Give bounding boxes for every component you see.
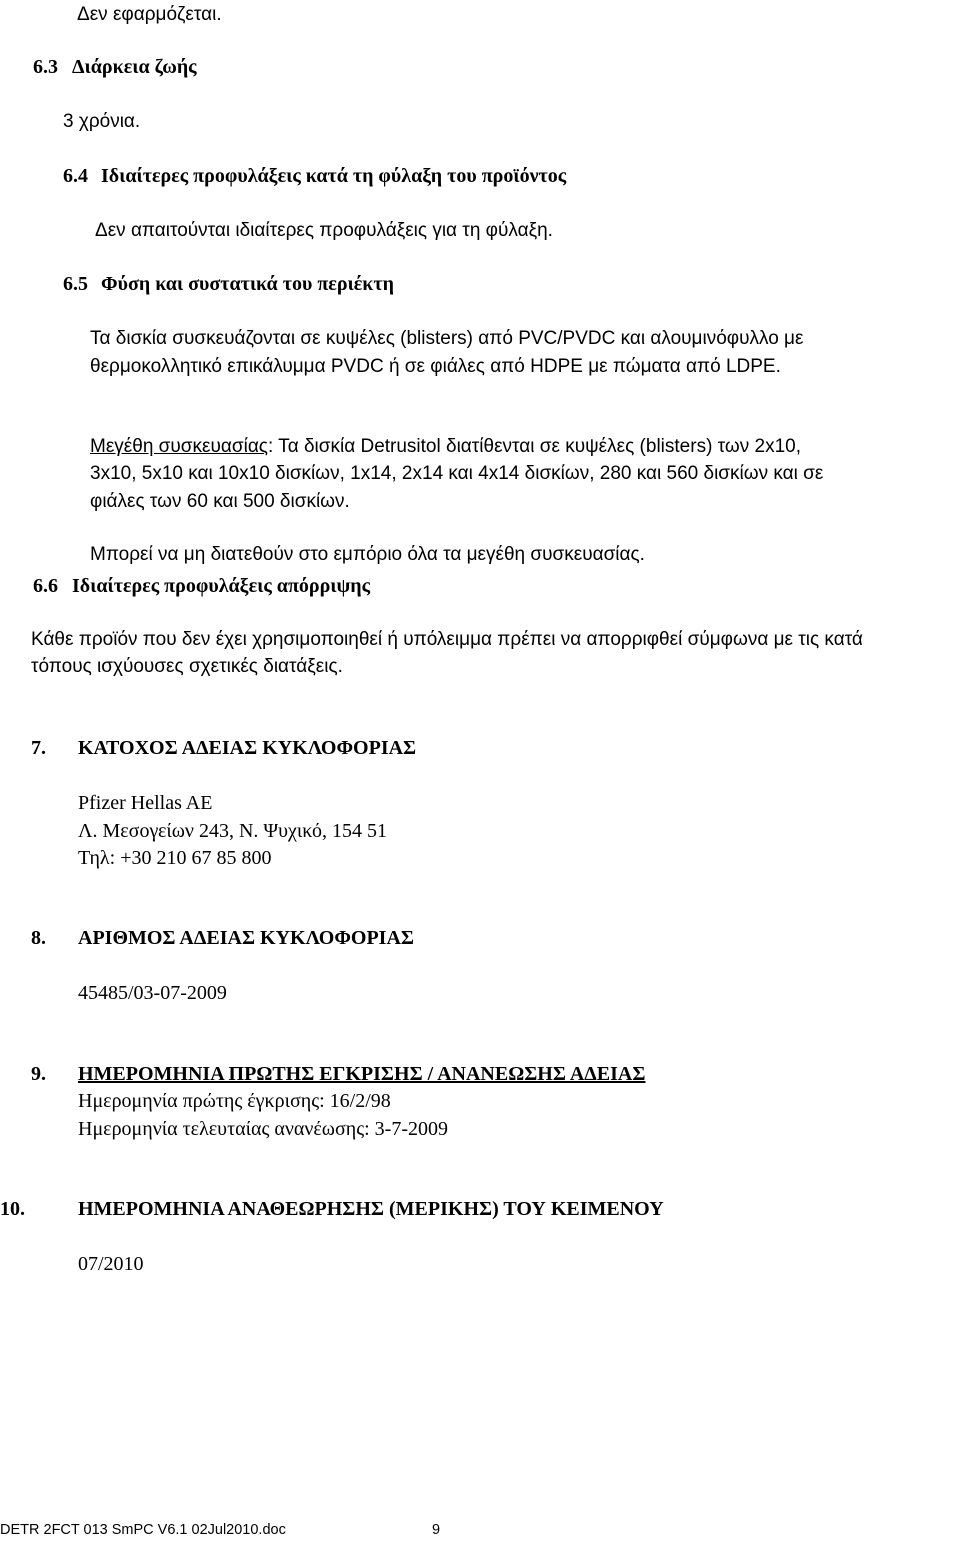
authorisation-number: 45485/03-07-2009 (78, 982, 227, 1004)
section-6-6-number: 6.6 (33, 575, 58, 597)
pack-sizes-text: : Τα δισκία Detrusitol διατίθενται σε κυψέλες (blisters) των 2x10, (267, 436, 801, 457)
section-6-5-title: Φύση και συστατικά του περιέκτη (101, 273, 394, 295)
section-10-title: ΗΜΕΡΟΜΗΝΙΑ ΑΝΑΘΕΩΡΗΣΗΣ (ΜΕΡΙΚΗΣ) ΤΟΥ ΚΕΙΜΕΝΟΥ (78, 1198, 664, 1220)
approval-date-line: Ημερομηνία πρώτης έγκρισης: 16/2/98 (78, 1090, 391, 1112)
holder-line: Λ. Μεσογείων 243, Ν. Ψυχικό, 154 51 (78, 820, 387, 842)
section-8-number: 8. (31, 927, 46, 949)
holder-line: Τηλ: +30 210 67 85 800 (78, 847, 272, 869)
pack-sizes-label: Μεγέθη συσκευασίας (90, 436, 268, 457)
section-7-title: ΚΑΤΟΧΟΣ ΑΔΕΙΑΣ ΚΥΚΛΟΦΟΡΙΑΣ (78, 737, 417, 759)
section-8-title: ΑΡΙΘΜΟΣ ΑΔΕΙΑΣ ΚΥΚΛΟΦΟΡΙΑΣ (78, 927, 414, 949)
section-6-5-paragraph-line: Τα δισκία συσκευάζονται σε κυψέλες (blisters) από PVC/PVDC και αλουμινόφυλλο με (90, 328, 804, 349)
section-9-number: 9. (31, 1063, 46, 1085)
availability-note: Μπορεί να μη διατεθούν στο εμπόριο όλα τα μεγέθη συσκευασίας. (90, 544, 645, 565)
footer-page-number: 9 (432, 1522, 441, 1538)
section-6-2-text: Δεν εφαρμόζεται. (77, 4, 222, 25)
section-6-5-paragraph-line: θερμοκολλητικό επικάλυμμα PVDC ή σε φιάλες από HDPE με πώματα από LDPE. (90, 356, 781, 377)
section-6-5-number: 6.5 (63, 273, 88, 295)
section-6-6-body-line: τόπους ισχύουσες σχετικές διατάξεις. (31, 656, 343, 677)
footer-document-name: DETR 2FCT 013 SmPC V6.1 02Jul2010.doc (0, 1522, 286, 1538)
section-9-title: ΗΜΕΡΟΜΗΝΙΑ ΠΡΩΤΗΣ ΕΓΚΡΙΣΗΣ / ΑΝΑΝΕΩΣΗΣ ΑΔΕΙΑΣ (78, 1063, 646, 1085)
section-7-number: 7. (31, 737, 46, 759)
pack-sizes-line: 3x10, 5x10 και 10x10 δισκίων, 1x14, 2x14 και 4x14 δισκίων, 280 και 560 δισκίων και σε (90, 463, 824, 484)
section-6-3-title: Διάρκεια ζωής (72, 56, 197, 78)
pack-sizes-line (90, 437, 801, 456)
section-6-6-body-line: Κάθε προϊόν που δεν έχει χρησιμοποιηθεί ή υπόλειμμα πρέπει να απορριφθεί σύμφωνα με τις κατά (31, 629, 863, 650)
section-6-3-number: 6.3 (33, 56, 58, 78)
approval-date-line: Ημερομηνία τελευταίας ανανέωσης: 3-7-2009 (78, 1118, 448, 1140)
revision-date: 07/2010 (78, 1253, 144, 1275)
section-6-4-body: Δεν απαιτούνται ιδιαίτερες προφυλάξεις για τη φύλαξη. (95, 220, 553, 241)
section-10-number: 10. (0, 1198, 25, 1220)
section-6-6-title: Ιδιαίτερες προφυλάξεις απόρριψης (72, 575, 371, 597)
section-6-4-title: Ιδιαίτερες προφυλάξεις κατά τη φύλαξη του προϊόντος (101, 165, 567, 187)
section-6-3-body: 3 χρόνια. (63, 111, 141, 132)
section-6-4-number: 6.4 (63, 165, 88, 187)
pack-sizes-line: φιάλες των 60 και 500 δισκίων. (90, 491, 350, 512)
holder-line: Pfizer Hellas AE (78, 792, 213, 814)
